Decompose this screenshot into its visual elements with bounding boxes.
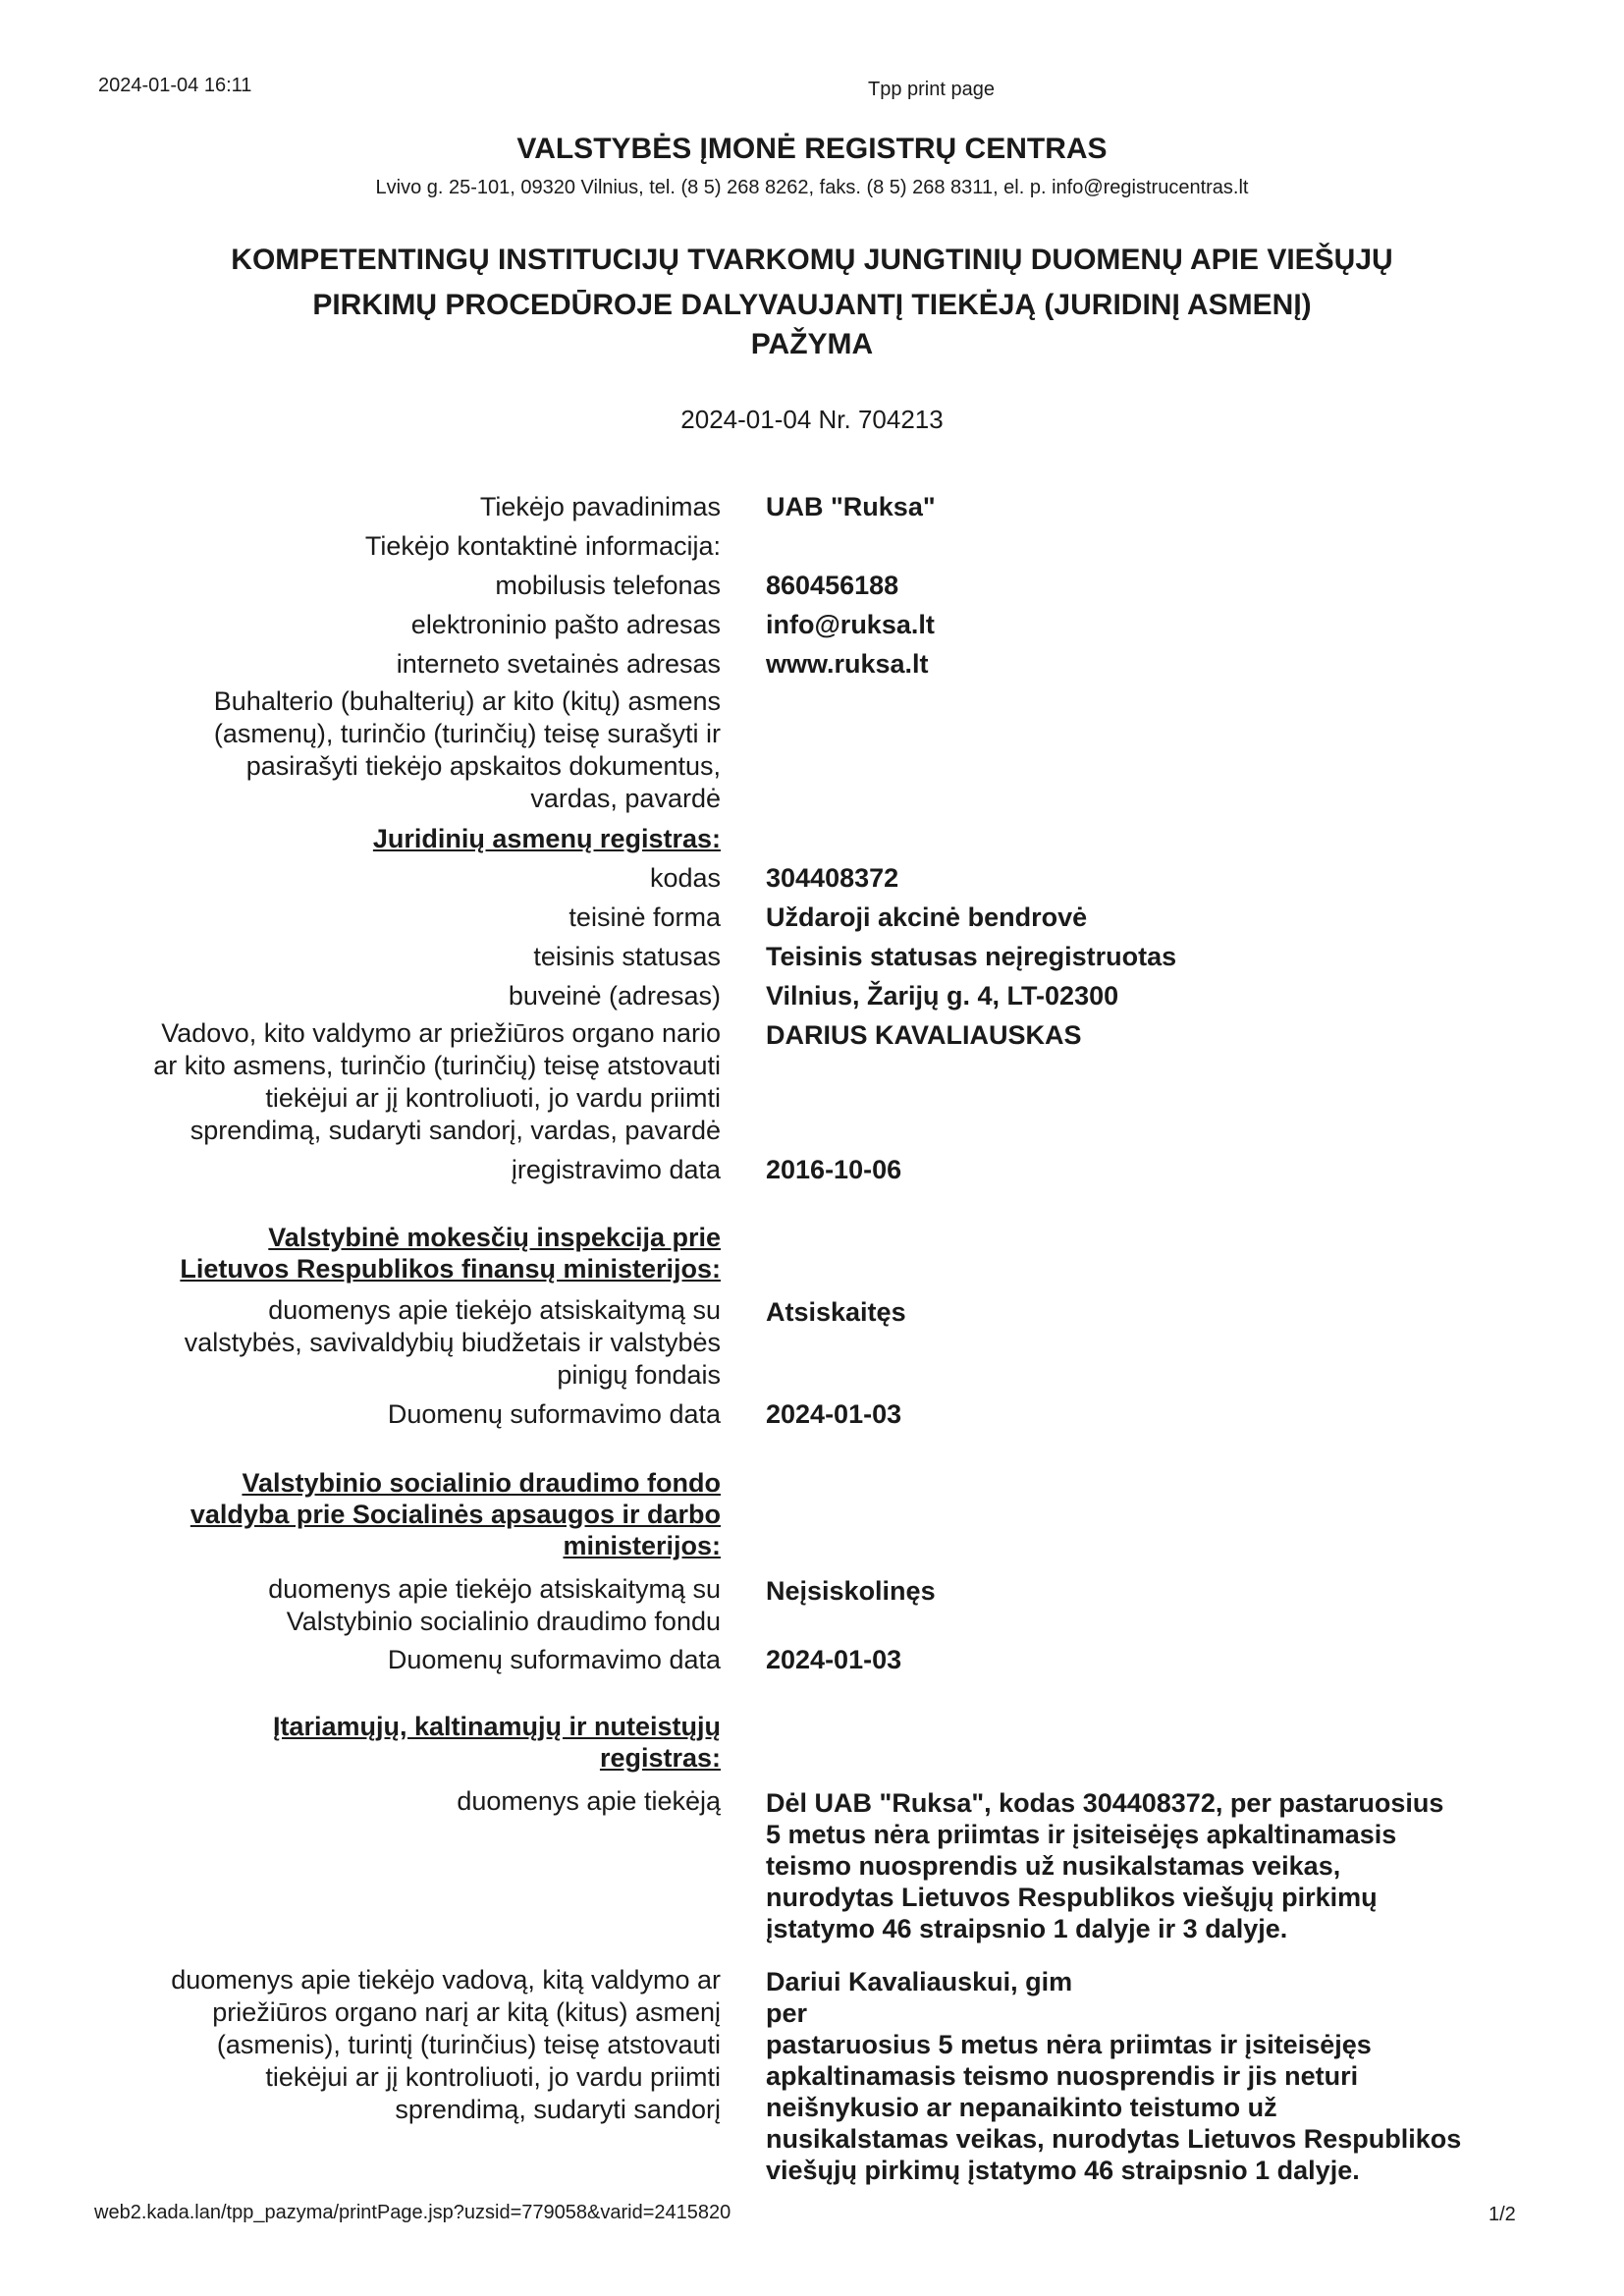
- email-label: elektroninio pašto adresas: [410, 610, 721, 639]
- registration-date-label: įregistravimo data: [511, 1155, 721, 1184]
- supplier-name-label: Tiekėjo pavadinimas: [479, 492, 721, 521]
- accountant-label: Buhalterio (buhalterių) ar kito (kitų) asmens (asmenų), turinčio (turinčių) teisę surašyti ir pasirašyti tiekėjo apskaitos dokumentus, vardas, pavardė: [213, 686, 721, 813]
- supplier-criminal-label: duomenys apie tiekėją: [457, 1786, 721, 1816]
- document-number: 2024-01-04 Nr. 704213: [680, 405, 944, 434]
- tax-inspectorate-heading: Valstybinė mokesčių inspekcija prie Lietuvos Respublikos finansų ministerijos:: [180, 1223, 721, 1284]
- supplier-name-value: UAB "Ruksa": [766, 492, 936, 521]
- document-title-line-1: KOMPETENTINGŲ INSTITUCIJŲ TVARKOMŲ JUNGTINIŲ DUOMENŲ APIE VIEŠŲJŲ: [231, 244, 1393, 276]
- organization-name: VALSTYBĖS ĮMONĖ REGISTRŲ CENTRAS: [516, 133, 1108, 165]
- print-timestamp: 2024-01-04 16:11: [98, 75, 252, 96]
- website-value: www.ruksa.lt: [766, 649, 929, 679]
- manager-criminal-label: duomenys apie tiekėjo vadovą, kitą valdymo ar priežiūros organo narį ar kitą (kitus) asmenį (asmenis), turintį (turinčius) teisę atstovauti tiekėjui ar jį kontroliuoti, jo vardu priimti sprendimą, sudaryti sandorį: [171, 1965, 721, 2124]
- tax-data-date-label: Duomenų suformavimo data: [387, 1399, 721, 1429]
- manager-value: DARIUS KAVALIAUSKAS: [766, 1020, 1082, 1050]
- supplier-contact-label: Tiekėjo kontaktinė informacija:: [364, 531, 721, 561]
- phone-value: 860456188: [766, 571, 899, 600]
- website-label: interneto svetainės adresas: [396, 649, 721, 679]
- social-insurance-heading: Valstybinio socialinio draudimo fondo valdyba prie Socialinės apsaugos ir darbo ministerijos:: [189, 1468, 721, 1560]
- seat-address-label: buveinė (adresas): [508, 981, 721, 1011]
- social-settlement-value: Neįsiskolinęs: [766, 1576, 936, 1606]
- legal-form-value: Uždaroji akcinė bendrovė: [766, 902, 1088, 932]
- document-title-line-2: PIRKIMŲ PROCEDŪROJE DALYVAUJANTĮ TIEKĖJĄ (JURIDINĮ ASMENĮ): [312, 289, 1312, 321]
- tax-settlement-value: Atsiskaitęs: [766, 1297, 906, 1327]
- social-settlement-label: duomenys apie tiekėjo atsiskaitymą su Valstybinio socialinio draudimo fondu: [268, 1574, 721, 1636]
- code-label: kodas: [649, 863, 721, 893]
- seat-address-value: Vilnius, Žarijų g. 4, LT-02300: [766, 981, 1119, 1011]
- tax-data-date-value: 2024-01-03: [766, 1399, 902, 1429]
- tax-settlement-label: duomenys apie tiekėjo atsiskaitymą su valstybės, savivaldybių biudžetais ir valstybės pinigų fondais: [184, 1295, 721, 1390]
- code-value: 304408372: [766, 863, 899, 893]
- email-value: info@ruksa.lt: [766, 610, 935, 639]
- manager-label: Vadovo, kito valdymo ar priežiūros organo nario ar kito asmens, turinčio (turinčių) teisę atstovauti tiekėjui ar jį kontroliuoti, jo vardu priimti sprendimą, sudaryti sandorį, vardas, pavardė: [153, 1018, 721, 1145]
- legal-status-label: teisinis statusas: [533, 942, 721, 971]
- footer-url: web2.kada.lan/tpp_pazyma/printPage.jsp?uzsid=779058&varid=2415820: [94, 2202, 731, 2223]
- social-data-date-value: 2024-01-03: [766, 1645, 902, 1674]
- legal-form-label: teisinė forma: [568, 902, 721, 932]
- legal-registry-heading: Juridinių asmenų registras:: [372, 824, 721, 853]
- social-data-date-label: Duomenų suformavimo data: [387, 1645, 721, 1674]
- print-page-label: Tpp print page: [868, 79, 995, 100]
- document-title-line-3: PAŽYMA: [750, 328, 874, 360]
- registration-date-value: 2016-10-06: [766, 1155, 902, 1184]
- phone-label: mobilusis telefonas: [495, 571, 721, 600]
- organization-address: Lvivo g. 25-101, 09320 Vilnius, tel. (8 5) 268 8262, faks. (8 5) 268 8311, el. p. info@registrucentras.lt: [375, 177, 1249, 198]
- supplier-criminal-value: Dėl UAB "Ruksa", kodas 304408372, per pastaruosius 5 metus nėra priimtas ir įsiteisėjęs apkaltinamasis teismo nuosprendis už nusikalstamas veikas, nurodytas Lietuvos Respublikos viešųjų pirkimų įstatymo 46 straipsnio 1 dalyje ir 3 dalyje.: [766, 1788, 1444, 1943]
- legal-status-value: Teisinis statusas neįregistruotas: [766, 942, 1177, 971]
- manager-criminal-value: Dariui Kavaliauskui, gim per pastaruosius 5 metus nėra priimtas ir įsiteisėjęs apkaltinamasis teismo nuosprendis ir jis neturi neišnykusio ar nepanaikinto teistumo už nusikalstamas veikas, nurodytas Lietuvos Respublikos viešųjų pirkimų įstatymo 46 straipsnio 1 dalyje.: [766, 1967, 1462, 2185]
- page-number: 1/2: [1489, 2204, 1516, 2225]
- criminal-registry-heading: Įtariamųjų, kaltinamųjų ir nuteistųjų registras:: [272, 1712, 721, 1773]
